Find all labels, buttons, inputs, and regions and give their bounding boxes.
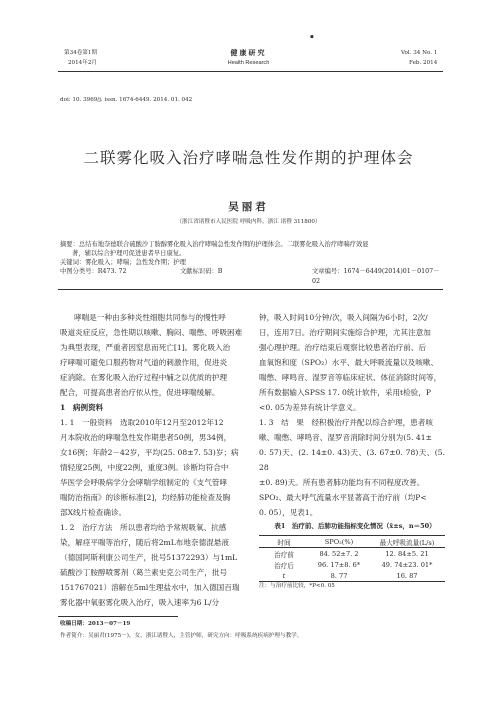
text-line: 吸道炎症反应，急性期以咳嗽、胸闷、喘憋、呼吸困难 — [60, 328, 243, 337]
keywords: 关键词：雾化吸入；哮喘；急性发作期；护理 — [60, 259, 186, 267]
text-line: 月本院收治的哮喘急性发作期患者50例，男34例， — [60, 433, 232, 442]
table-header: 最大呼吸流量(L/s) — [379, 538, 435, 547]
abstract-line: 著，辅以综合护理可促进患者早日康复。 — [72, 250, 186, 258]
footer-rule — [58, 616, 178, 617]
section-heading: 1 病例资料 — [60, 403, 104, 412]
header-rule — [58, 71, 443, 72]
text-line: 钟，吸入时间10分钟/次，吸入间隔为6小时，2次/ — [259, 313, 428, 322]
text-line: ±0. 89)天。所有患者肺功能均有不同程度改善。 — [259, 478, 425, 487]
left-column — [60, 310, 246, 610]
table-cell: 8. 77 — [330, 571, 348, 580]
text-line: 喘防治指南》的诊断标准[2]，均经肺功能检查及胸 — [60, 493, 231, 502]
header-volume-cn: 第34卷第1期 — [64, 50, 98, 56]
author-name: 吴丽君 — [228, 201, 269, 213]
received-date: 收稿日期：2013－07－19 — [60, 621, 131, 627]
table-cell: t — [282, 571, 286, 580]
text-line: 0. 05），见表1。 — [259, 508, 318, 517]
text-line: 情轻度25例，中度22例，重度3例。诊断均符合中 — [60, 463, 229, 472]
table-cell: 12. 84±5. 21 — [385, 549, 429, 558]
text-line: 强心理护理。治疗结束后观察比较患者治疗前、后 — [259, 343, 427, 352]
text-line: （德国阿斯利康公司生产，批号51372293）与1mL — [60, 553, 238, 562]
header-journal-en: Health Research — [227, 60, 270, 66]
table-cell: 49. 74±23. 01* — [381, 560, 433, 569]
table-1 — [259, 535, 445, 582]
page-mark: ▪ — [310, 34, 314, 40]
text-line: 配合，可提高患者治疗依从性，促进哮喘缓解。 — [60, 388, 220, 397]
table-row — [259, 570, 445, 582]
article-title: 二联雾化吸入治疗哮喘急性发作期的护理体会 — [83, 149, 414, 167]
text-line: 哮喘是一种由多种炎性细胞共同参与的慢性呼 — [74, 313, 226, 322]
text-line: SPO₂、最大呼气流量水平显著高于治疗前（均P< — [259, 493, 427, 502]
text-line: 0. 57)天、(2. 14±0. 43)天、(3. 67±0. 78)天、(5. 28 — [259, 448, 445, 472]
text-line: <0. 05为差异有统计学意义。 — [259, 403, 361, 412]
right-column — [259, 310, 445, 520]
text-line: 症消除。在雾化吸入治疗过程中辅之以优质的护理 — [60, 373, 228, 382]
header-date-cn: 2014年2月 — [68, 60, 97, 66]
affiliation: （浙江省诸暨市人民医院 呼吸内科，浙江 诸暨 311800） — [176, 219, 321, 225]
text-line: 华医学会呼吸病学分会哮喘学组制定的《支气管哮 — [60, 478, 228, 487]
clc-number: 中图分类号：R473. 72 — [60, 268, 127, 276]
text-line: 1. 3 结 果 经积极治疗并配以综合护理，患者咳 — [259, 418, 433, 427]
text-line: 女16例；年龄2－42岁，平均(25. 08±7. 53)岁；病 — [60, 448, 239, 457]
text-line: 硫酸沙丁胺醇喷雾剂（葛兰素史克公司生产，批号 — [60, 568, 228, 577]
article-number: 文章编号：1674－6449(2014)01－0107－02 — [312, 268, 440, 285]
table-caption: 表1 治疗前、后肺功能指标变化情况（x̄±s，n＝50） — [274, 522, 436, 530]
table-header: 时间 — [277, 538, 291, 547]
author-bio: 作者简介：吴丽君(1975－)，女，浙江诸暨人，主管护师，研究方向：呼吸系统疾病护理与教学。 — [60, 633, 303, 639]
table-cell: 16. 87 — [396, 571, 418, 580]
text-line: 雾化器中氧驱雾化吸入治疗，吸入速率为6 L/分 — [60, 598, 220, 607]
text-line: 为典型表现，严重者因窒息而死亡[1]。雾化吸入治 — [60, 343, 231, 352]
abstract-line: 摘要：总结布地奈德联合硫酸沙丁胺醇雾化吸入治疗哮喘急性发作期的护理体会。二联雾化吸入治疗哮喘疗效显 — [60, 241, 369, 248]
text-line: 部X线片检查确诊。 — [60, 508, 127, 517]
header-journal-cn: 健康研究 — [230, 48, 267, 57]
text-line: 染，解痉平喘等治疗，随后将2mL布地奈德混悬液 — [60, 538, 229, 547]
table-cell: 治疗后 — [274, 561, 294, 570]
text-line: 1. 1 一般资料 选取2010年12月至2012年12 — [60, 418, 224, 427]
table-cell: 96. 17±8. 6* — [317, 560, 361, 569]
text-line: 日，连用7日。治疗期间实施综合护理，尤其注意加 — [259, 328, 431, 337]
text-line: 疗哮喘可避免口服药物对气道的刺激作用，促进炎 — [60, 358, 228, 367]
intro-paragraph — [60, 310, 246, 400]
text-line: 151767021）溶解在5ml生理盐水中，加入德国百瑞 — [60, 583, 240, 592]
text-line: 血氧饱和度（SPO₂）水平、最大呼吸流量以及咳嗽、 — [259, 358, 439, 367]
table-header: SPO₂(%) — [324, 537, 354, 546]
text-line: 1. 2 治疗方法 所以患者均给予常规吸氧、抗感 — [60, 523, 227, 532]
text-line: 所有数据输入SPSS 17. 0统计软件，采用t检验，P — [259, 388, 431, 397]
table-row — [259, 559, 445, 570]
header-volume-en: Vol. 34 No. 1 — [401, 50, 438, 56]
classification-row — [60, 267, 444, 285]
table-row — [259, 548, 445, 560]
table-cell: 治疗前 — [274, 550, 294, 559]
abstract — [60, 240, 444, 285]
table-cell: 84. 52±7. 2 — [319, 549, 359, 558]
abstract-rule — [58, 289, 443, 290]
document-code: 文献标识码：B — [180, 268, 223, 276]
header-date-en: Feb. 2014 — [409, 60, 438, 66]
text-line: 喘憋、哮鸣音、湿罗音等临床症状、体征消除时间等， — [259, 373, 442, 382]
text-line: 嗽、喘憋、哮鸣音、湿罗音消除时间分别为(5. 41± — [259, 433, 432, 442]
doi: doi: 10. 3969/j. issn. 1674-6449. 2014. 01. 042 — [60, 97, 193, 103]
table-note: 注：与治疗前比较，*P<0. 05 — [259, 583, 335, 589]
